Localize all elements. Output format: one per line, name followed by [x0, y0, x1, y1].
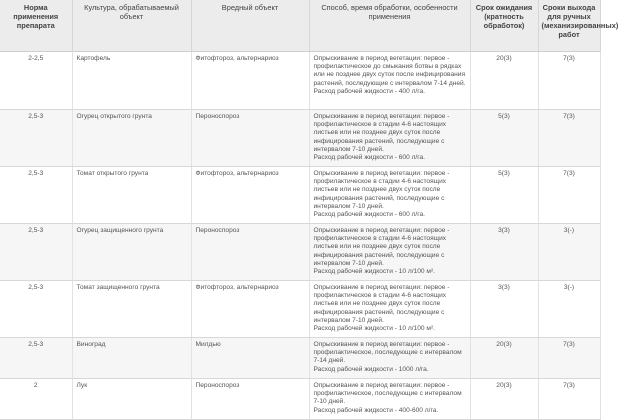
cell-method [309, 52, 470, 110]
cell-method [309, 338, 470, 379]
cell-exit: 7(3) [538, 167, 600, 224]
consumption-text: Расход рабочей жидкости - 10 л/100 м². [313, 325, 435, 333]
table-row [0, 52, 600, 110]
method-text: Опрыскивание в период вегетации: первое - профилактическое, последующие с интервалом 7-14 дней. [313, 341, 462, 365]
consumption-text: Расход рабочей жидкости - 600 л/га. [313, 154, 426, 162]
cell-pest: Пероноспороз [191, 224, 309, 281]
method-text: Опрыскивание в период вегетации: первое - профилактическое в стадии 4-6 настоящих листьев или не позднее двух суток после инфицирования растений, последующие с интервалом 7-10 дней. [313, 113, 450, 153]
cell-crop: Огурец открытого грунта [72, 110, 191, 167]
cell-wait: 20(3) [470, 338, 538, 379]
cell-rate: 2,5-3 [0, 110, 72, 167]
cell-rate: 2-2,5 [0, 52, 72, 110]
method-text: Опрыскивание в период вегетации: первое - профилактическое в стадии 4-6 настоящих листьев или не позднее двух суток после инфицирования растений, последующие с интервалом 7-10 дней. [313, 227, 450, 267]
cell-pest: Пероноспороз [191, 379, 309, 420]
consumption-text: Расход рабочей жидкости - 10 л/100 м². [313, 268, 435, 276]
cell-exit: 7(3) [538, 52, 600, 110]
cell-exit: 3(-) [538, 224, 600, 281]
cell-exit: 7(3) [538, 379, 600, 420]
header-crop: Культура, обрабатываемый объект [72, 0, 191, 52]
cell-method [309, 224, 470, 281]
method-text: Опрыскивание в период вегетации: первое - профилактическое в стадии 4-6 настоящих листьев или не позднее двух суток после инфицирования растений, последующие с интервалом 7-10 дней. [313, 284, 450, 324]
table-body [0, 52, 600, 420]
cell-rate: 2,5-3 [0, 281, 72, 338]
cell-wait: 20(3) [470, 52, 538, 110]
cell-exit: 7(3) [538, 338, 600, 379]
header-method: Способ, время обработки, особенности применения [309, 0, 470, 52]
cell-rate: 2,5-3 [0, 338, 72, 379]
consumption-text: Расход рабочей жидкости - 1000 л/га. [313, 365, 429, 373]
cell-wait: 20(3) [470, 379, 538, 420]
cell-wait: 5(3) [470, 110, 538, 167]
cell-wait: 3(3) [470, 224, 538, 281]
cell-crop: Огурец защищенного грунта [72, 224, 191, 281]
cell-pest: Фитофтороз, альтернариоз [191, 167, 309, 224]
cell-method [309, 379, 470, 420]
cell-crop: Томат открытого грунта [72, 167, 191, 224]
cell-crop: Томат защищенного грунта [72, 281, 191, 338]
cell-crop: Лук [72, 379, 191, 420]
cell-pest: Фитофтороз, альтернариоз [191, 281, 309, 338]
table-row [0, 281, 600, 338]
cell-rate: 2 [0, 379, 72, 420]
table-row [0, 379, 600, 420]
cell-crop: Виноград [72, 338, 191, 379]
cell-method [309, 167, 470, 224]
table-row [0, 167, 600, 224]
method-text: Опрыскивание в период вегетации: первое - профилактическое до смыкания ботвы в рядках или не позднее двух суток после инфицирования растений, последующие с интервалом 7-14 дней. [313, 55, 466, 87]
cell-pest: Милдью [191, 338, 309, 379]
header-exit: Сроки выхода для ручных (механизированных) работ [538, 0, 600, 52]
table-row [0, 224, 600, 281]
table-row [0, 338, 600, 379]
cell-rate: 2,5-3 [0, 167, 72, 224]
consumption-text: Расход рабочей жидкости - 400-600 л/га. [313, 406, 439, 414]
cell-crop: Картофель [72, 52, 191, 110]
cell-wait: 3(3) [470, 281, 538, 338]
cell-pest: Пероноспороз [191, 110, 309, 167]
cell-exit: 7(3) [538, 110, 600, 167]
table-row [0, 110, 600, 167]
header-wait: Срок ожидания (кратность обработок) [470, 0, 538, 52]
cell-pest: Фитофтороз, альтернариоз [191, 52, 309, 110]
consumption-text: Расход рабочей жидкости - 400 л/га. [313, 87, 426, 95]
method-text: Опрыскивание в период вегетации: первое - профилактическое в стадии 4-6 настоящих листьев или не позднее двух суток после инфицирования растений, последующие с интервалом 7-10 дней. [313, 170, 450, 210]
header-rate: Норма применения препарата [0, 0, 72, 52]
method-text: Опрыскивание в период вегетации: первое - профилактическое, последующие с интервалом 7-10 дней. [313, 382, 462, 406]
cell-exit: 3(-) [538, 281, 600, 338]
cell-method [309, 110, 470, 167]
cell-method [309, 281, 470, 338]
cell-wait: 5(3) [470, 167, 538, 224]
header-pest: Вредный объект [191, 0, 309, 52]
consumption-text: Расход рабочей жидкости - 600 л/га. [313, 211, 426, 219]
table-header [0, 0, 618, 52]
cell-rate: 2,5-3 [0, 224, 72, 281]
